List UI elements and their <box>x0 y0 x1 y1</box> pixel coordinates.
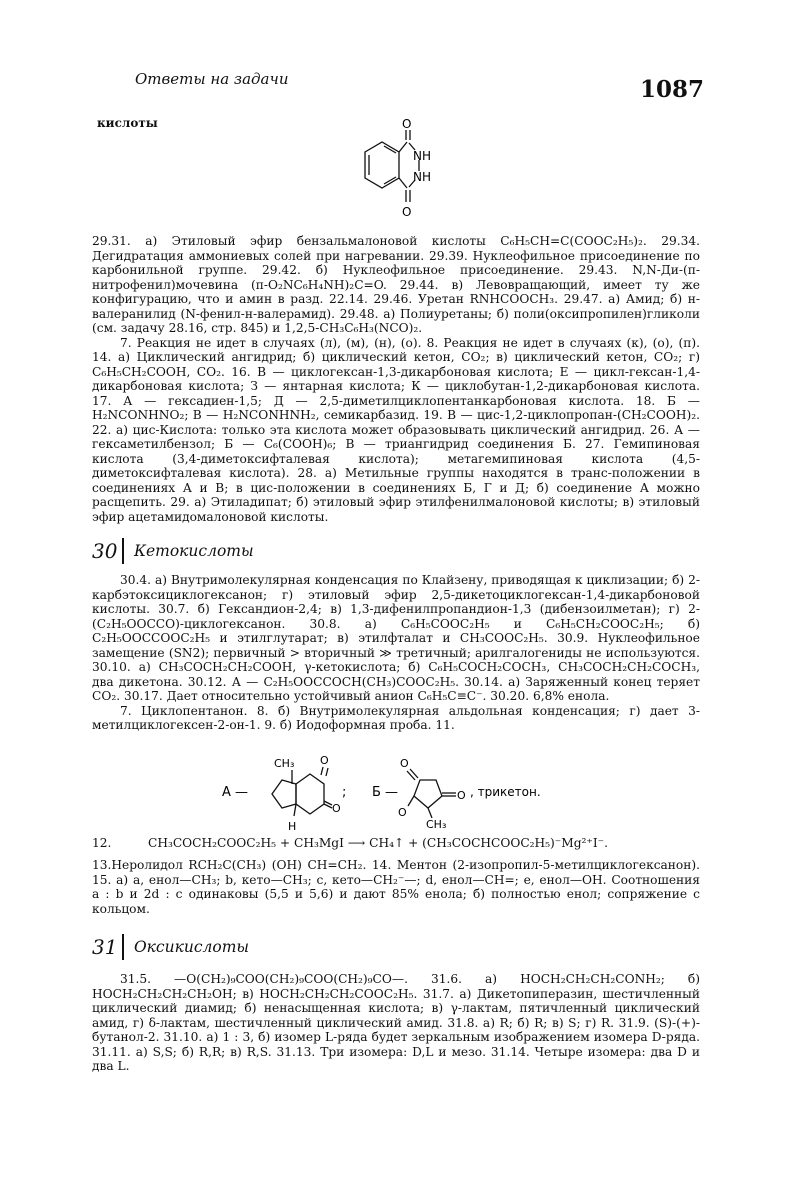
structure-b-ch3: CH₃ <box>426 818 447 831</box>
section-divider <box>122 934 124 960</box>
structure-b-o1: O <box>400 757 409 770</box>
section-31-number: 31 <box>92 935 118 959</box>
answers-30-paragraph-1: 30.4. а) Внутримолекулярная конденсация по Клайзену, приводящая к циклизации; б) 2-карбэтоксициклогексанон; г) этиловый эфир 2,5-дикетоциклогексан-1,4-дикарбоновой кислоты. 30.7. б) Гександион-2,4; в) 1,3-дифенилпропандион-1,3 (дибензоилметан); г) 2-(C₂H₅OOCCO)-циклогексанон. 30.8. а) C₆H₅COOC₂H₅ и C₆H₅CH₂COOC₂H₅; б) C₂H₅OOCCOOC₂H₅ и этилглутарат; в) этилфталат и CH₃COOC₂H₅. 30.9. Нуклеофильное замещение (SN2); первичный > вторичный ≫ третичный; арилгалогениды не используются. 30.10. а) CH₃COCH₂CH₂COOH, γ-кетокислота; б) C₆H₅COCH₂COCH₃, CH₃COCH₂CH₂COCH₃, два дикетона. 30.12. А — C₂H₅OOCCOCH(CH₃)COOC₂H₅. 30.14. а) Заряженный конец теряет CO₂. 30.17. Дает относительно устойчивый анион C₆H₅C≡C⁻. 30.20. 6,8% енола. <box>92 573 700 703</box>
structures-answer-11 <box>222 752 602 834</box>
structure-b-o3: O <box>398 806 407 819</box>
section-31-heading <box>92 934 249 960</box>
answers-30-paragraph-3: 13.Неролидол RCH₂C(CH₃) (OH) CH=CH₂. 14. Ментон (2-изопропил-5-метилциклогексанон). 15. а) a, енол—CH₃; b, кето—CH₃; c, кето—CH₂⁻—; d, енол—CH=; e, енол—OH. Соотношения a : b и 2d : c одинаковы (5,5 и 5,6) и дают 85% енола; б) полностью енол; сопряжение с кольцом. <box>92 858 700 916</box>
structure-a-o1: O <box>320 754 329 767</box>
section-31-title: Оксикислоты <box>133 938 250 956</box>
structure-a-label: А — <box>222 785 249 800</box>
phthalazine-o-top: O <box>402 117 412 131</box>
section-30-heading <box>92 538 254 564</box>
reaction-12-equation: CH₃COCH₂COOC₂H₅ + CH₃MgI ⟶ CH₄↑ + (CH₃COCHCOOC₂H₅)⁻Mg²⁺I⁻. <box>148 836 608 850</box>
answers-31-paragraph-1: 31.5. —O(CH₂)₉COO(CH₂)₉COO(CH₂)₉CO—. 31.6. а) HOCH₂CH₂CH₂CONH₂; б) HOCH₂CH₂CH₂CH₂OH; в) HOCH₂CH₂CH₂COOC₂H₅. 31.7. а) Дикетопиперазин, шестичленный циклический диамид; б) ненасыщенная кислота; в) γ-лактам, пятичленный циклический амид, г) δ-лактам, шестичленный циклический амид. 31.8. а) R; б) R; в) S; г) R. 31.9. (S)-(+)-бутанол-2. 31.10. а) 1 : 3, б) изомер L-ряда будет зеркальным изображением изомера D-ряда. 31.11. а) S,S; б) R,R; в) R,S. 31.13. Три изомера: D,L и мезо. 31.14. Четыре изомера: два D и два L. <box>92 972 700 1073</box>
running-title: Ответы на задачи <box>135 70 289 88</box>
phthalazine-nh-bottom: NH <box>413 170 431 184</box>
structure-a-o2: O <box>332 802 341 815</box>
section-divider <box>122 538 124 564</box>
structures-semicolon: ; <box>342 785 347 800</box>
structure-a-ch3: CH₃ <box>274 757 295 770</box>
structure-b-o2: O <box>457 789 466 802</box>
answers-29-paragraph-1: 29.31. а) Этиловый эфир бензальмалоновой кислоты C₆H₅CH=C(COOC₂H₅)₂. 29.34. Дегидратация аммониевых солей при нагревании. 29.39. Нуклеофильное присоединение по карбонильной группе. 29.42. б) Нуклеофильное присоединение. 29.43. N,N-Ди-(п-нитрофенил)мочевина (п-O₂NC₆H₄NH)₂C=O. 29.44. в) Левовращающий, имеет ту же конфигурацию, что и амин в разд. 22.14. 29.46. Уретан RNHCOOCH₃. 29.47. а) Амид; б) н-валеранилид (N-фенил-н-валерамид). 29.48. а) Полиуретаны; б) поли(оксипропилен)гликоли (см. задачу 28.16, стр. 845) и 1,2,5-CH₃C₆H₃(NCO)₂. <box>92 234 700 335</box>
structure-b-label: Б — <box>372 785 399 800</box>
lead-word: кислоты <box>97 116 158 130</box>
answers-block-30-cont <box>92 858 700 916</box>
answers-block-31 <box>92 972 700 1074</box>
reaction-12-label: 12. <box>92 836 112 850</box>
structure-a-h: H <box>288 820 297 833</box>
phthalazine-structure <box>345 116 455 228</box>
phthalazine-nh-top: NH <box>413 149 431 163</box>
structure-b-trailer: , трикетон. <box>470 785 541 799</box>
answers-29-paragraph-2: 7. Реакция не идет в случаях (л), (м), (н), (о). 8. Реакция не идет в случаях (к), (о), (п). 14. а) Циклический ангидрид; б) циклический кетон, CO₂; в) циклический кетон, CO₂; г) C₆H₅CH₂COOH, CO₂. 16. В — циклогексан-1,3-дикарбоновая кислота; Е — цикл-гексан-1,4-дикарбоновая кислота; З — янтарная кислота; К — циклобутан-1,2-дикарбоновая кислота. 17. А — гексадиен-1,5; Д — 2,5-диметилциклопентанкарбоновая кислота. 18. Б — H₂NCONHNO₂; В — H₂NCONHNH₂, семикарбазид. 19. В — цис-1,2-циклопропан-(CH₂COOH)₂. 22. а) цис-Кислота: только эта кислота может образовывать циклический ангидрид. 26. А — гексаметилбензол; Б — C₆(COOH)₆; В — триангидрид соединения Б. 27. Гемипиновая кислота (3,4-диметоксифталевая кислота); метагемипиновая кислота (4,5-диметоксифталевая кислота). 28. а) Метильные группы находятся в транс-положении в соединениях А и В; в цис-положении в соединениях Б, Г и Д; б) соединение А можно расщепить. 29. а) Этиладипат; б) этиловый эфир этилфенилмалоновой кислоты; в) этиловый эфир ацетамидомалоновой кислоты. <box>92 335 700 524</box>
answers-block-30 <box>92 573 700 733</box>
answers-30-paragraph-2: 7. Циклопентанон. 8. б) Внутримолекулярная альдольная конденсация; г) дает 3-метилциклогексен-2-он-1. 9. б) Иодоформная проба. 11. <box>92 703 700 732</box>
answers-block-29 <box>92 234 700 524</box>
page-number: 1087 <box>640 76 705 103</box>
phthalazine-o-bottom: O <box>402 205 412 219</box>
section-30-number: 30 <box>92 539 118 563</box>
section-30-title: Кетокислоты <box>133 542 254 560</box>
